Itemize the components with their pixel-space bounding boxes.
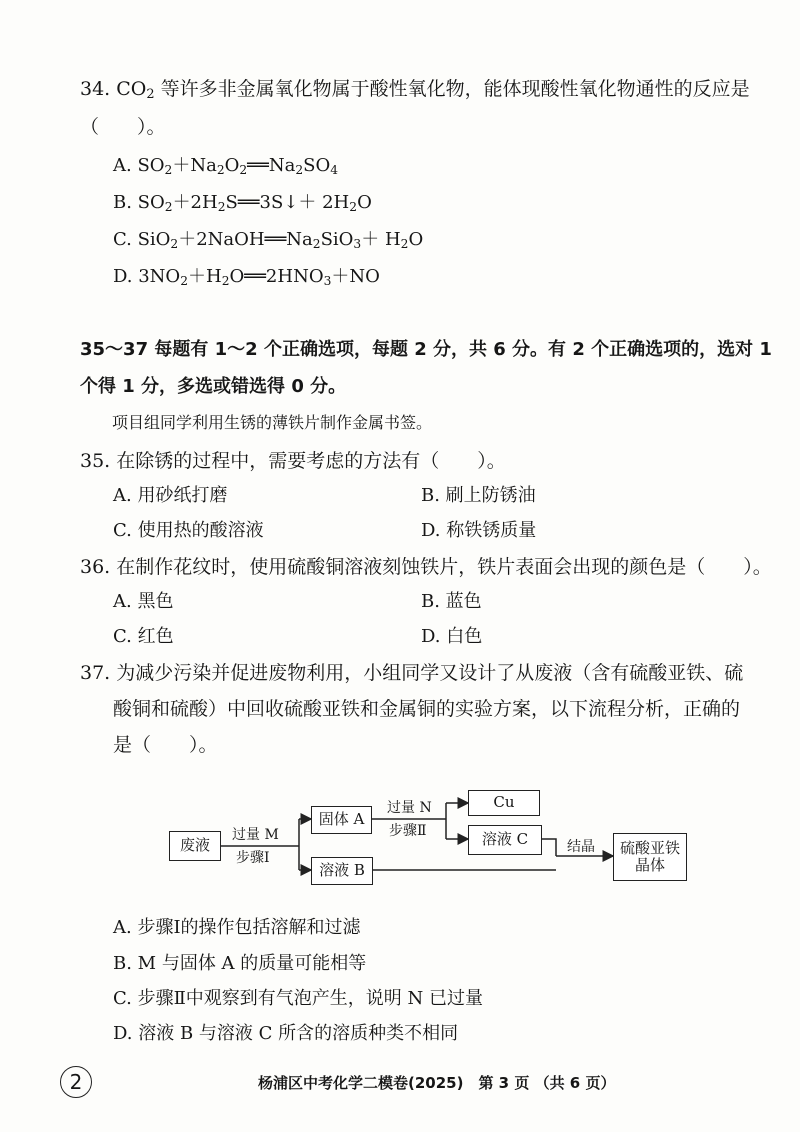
waste-liquid-box: 废液 — [169, 831, 221, 861]
q37-option-a[interactable]: A. 步骤Ⅰ的操作包括溶解和过滤 — [113, 917, 361, 938]
step2-label: 步骤Ⅱ — [389, 823, 427, 839]
q34-option-d[interactable]: D. $3NO_2+H_2O══2HNO_3+NO$ — [113, 266, 380, 289]
q34-option-b[interactable]: B. $SO_2+2H_2S══3S↓+ 2H_2O$ — [113, 192, 372, 215]
q35-option-d[interactable]: D. 称铁锈质量 — [421, 520, 537, 541]
q37-option-c[interactable]: C. 步骤Ⅱ中观察到有气泡产生，说明 N 已过量 — [113, 988, 484, 1009]
page-badge: 2 — [60, 1066, 92, 1098]
q35-option-a[interactable]: A. 用砂纸打磨 — [113, 485, 228, 506]
q35-stem: 35. 在除锈的过程中，需要考虑的方法有（ ）。 — [80, 450, 506, 472]
q37-stem-line3: 是（ ）。 — [113, 734, 218, 756]
q36-stem: 36. 在制作花纹时，使用硫酸铜溶液刻蚀铁片，铁片表面会出现的颜色是（ ）。 — [80, 556, 772, 578]
q34-option-a[interactable]: A. $SO_2+Na_2O_2══Na_2SO_4$ — [113, 155, 339, 178]
q36-option-d[interactable]: D. 白色 — [421, 626, 483, 647]
q35-option-c[interactable]: C. 使用热的酸溶液 — [113, 520, 264, 541]
instructions-line1: 35～37 每题有 1～2 个正确选项，每题 2 分，共 6 分。有 2 个正确选项的，选对 1 — [80, 339, 772, 360]
q37-stem-line1: 37. 为减少污染并促进废物利用，小组同学又设计了从废液（含有硫酸亚铁、硫 — [80, 662, 744, 684]
solution-c-box: 溶液 C — [468, 825, 542, 855]
q34-option-c[interactable]: C. $SiO_2+2NaOH══Na_2SiO_3+ H_2O$ — [113, 229, 424, 252]
context-text: 项目组同学利用生锈的薄铁片制作金属书签。 — [112, 413, 433, 432]
ferrous-sulfate-crystal-box: 硫酸亚铁 晶体 — [613, 833, 687, 881]
q37-option-d[interactable]: D. 溶液 B 与溶液 C 所含的溶质种类不相同 — [113, 1023, 459, 1044]
q35-option-b[interactable]: B. 刷上防锈油 — [421, 485, 536, 506]
q34-stem-line1: 34. $CO_2$ 等许多非金属氧化物属于酸性氧化物，能体现酸性氧化物通性的反应是 — [80, 78, 750, 103]
excess-n-label: 过量 N — [387, 800, 432, 816]
q36-option-b[interactable]: B. 蓝色 — [421, 591, 482, 612]
instructions-line2: 个得 1 分，多选或错选得 0 分。 — [80, 376, 347, 397]
q37-option-b[interactable]: B. M 与固体 A 的质量可能相等 — [113, 953, 367, 974]
cu-box: Cu — [468, 790, 540, 816]
q37-stem-line2: 酸铜和硫酸）中回收硫酸亚铁和金属铜的实验方案，以下流程分析，正确的 — [113, 698, 741, 720]
step1-label: 步骤Ⅰ — [236, 850, 270, 866]
q36-option-c[interactable]: C. 红色 — [113, 626, 174, 647]
excess-m-label: 过量 M — [232, 827, 279, 843]
solution-b-box: 溶液 B — [311, 857, 373, 885]
footer-text: 杨浦区中考化学二模卷(2025) 第 3 页 （共 6 页） — [258, 1074, 616, 1092]
crystallize-label: 结晶 — [567, 839, 595, 855]
q34-stem-line2: （ ）。 — [80, 116, 166, 138]
q36-option-a[interactable]: A. 黑色 — [113, 591, 174, 612]
solid-a-box: 固体 A — [311, 806, 372, 834]
